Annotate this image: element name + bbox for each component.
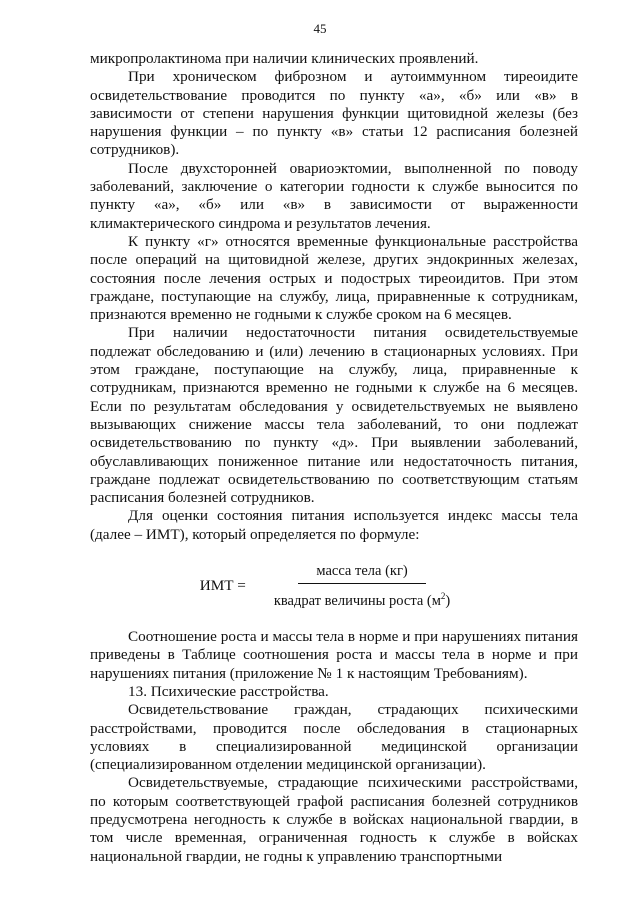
- paragraph-mental-unfit: Освидетельствуемые, страдающие психическими расстройствами, по которым соответствующей графой расписания болезней сотрудников предусмотрена негодность к службе в войсках национальной гвардии, в том числе временная, ограниченная годность к службе в войсках национальной гвардии, не годны к управлению транспортными: [90, 774, 578, 865]
- formula-denominator-text: квадрат величины роста (м: [273, 592, 441, 609]
- paragraph-ovariectomy: После двухсторонней овариоэктомии, выполненной по поводу заболеваний, заключение о категории годности к службе выносится по пункту «а», «б» или «в» в зависимости от выраженности климактерического синдрома и результатов лечения.: [90, 159, 578, 232]
- page-number: 45: [313, 21, 327, 36]
- paragraph-thyroiditis: При хроническом фиброзном и аутоиммунном тиреоидите освидетельствование проводится по пункту «а», «б» или «в» в зависимости от степени нарушения функции щитовидной железы (без нарушения функции – по пункту «в» статьи 12 расписания болезней сотрудников).: [90, 68, 578, 159]
- formula-denominator-exponent: 2: [440, 591, 446, 602]
- formula-lhs: ИМТ =: [199, 576, 246, 594]
- formula-numerator: масса тела (кг): [298, 562, 425, 584]
- formula-fraction: [256, 562, 468, 610]
- formula-denominator-close: ): [445, 592, 451, 609]
- paragraph-mental-exam: Освидетельствование граждан, страдающих психическими расстройствами, проводится после обследования в стационарных условиях в специализированной медицинской организации (специализированном отделении медицинской организации).: [90, 701, 578, 774]
- paragraph-bmi-table-ref: Соотношение роста и массы тела в норме и при нарушениях питания приведены в Таблице соотношения роста и массы тела в норме и при нарушениях питания (приложение № 1 к настоящим Требованиям).: [90, 628, 578, 682]
- paragraph-continuation: микропролактинома при наличии клинических проявлений.: [90, 50, 479, 67]
- section-heading: 13. Психические расстройства.: [128, 682, 329, 700]
- document-body: [90, 50, 578, 866]
- paragraph-nutrition-deficiency: При наличии недостаточности питания освидетельствуемые подлежат обследованию и (или) лечению в стационарных условиях. При этом граждане, поступающие на службу, лица, приравненные к сотрудникам, признаются временно не годными к службе на 6 месяцев. Если по результатам обследования у освидетельствуемых не выявлено вызывающих снижение массы тела заболеваний, то они подлежат освидетельствованию по пункту «д». При выявлении заболеваний, обуславливающих пониженное питание или недостаточность питания, граждане подлежат освидетельствованию по соответствующим статьям расписания болезней сотрудников.: [90, 324, 578, 507]
- formula-denominator: [256, 584, 468, 610]
- paragraph-point-g: К пункту «г» относятся временные функциональные расстройства после операций на щитовидной железе, других эндокринных железах, состояния после лечения острых и подострых тиреоидитов. При этом граждане, поступающие на службу, лица, приравненные к сотрудникам, признаются временно не годными к службе сроком на 6 месяцев.: [90, 232, 578, 324]
- paragraph-bmi-intro: Для оценки состояния питания используется индекс массы тела (далее – ИМТ), который определяется по формуле:: [90, 507, 578, 543]
- bmi-formula: [90, 558, 578, 614]
